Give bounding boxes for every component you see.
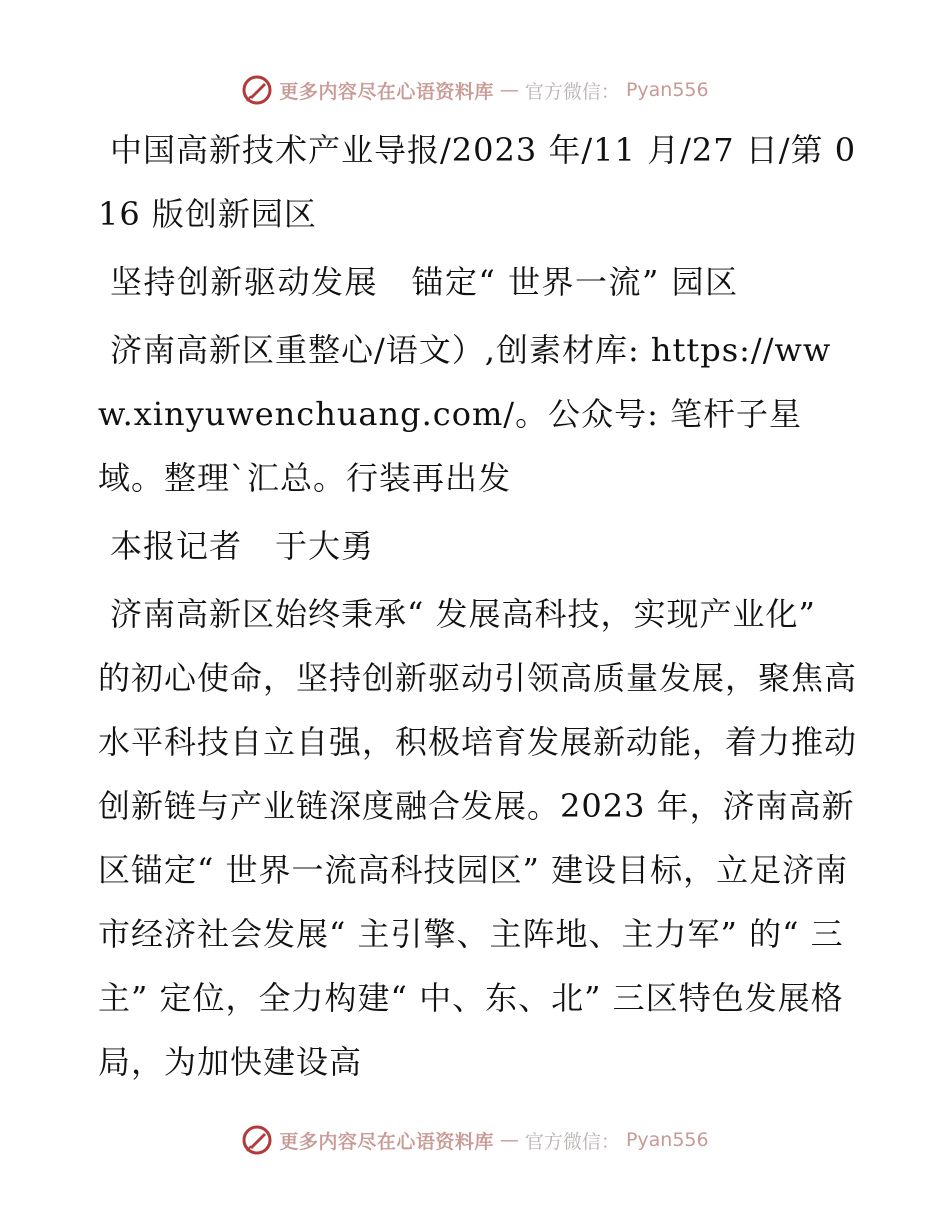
document-body: [98, 118, 858, 1098]
watermark-wechat-label: 官方微信：: [524, 1130, 620, 1153]
body-paragraph: 济南高新区始终秉承“ 发展高科技，实现产业化” 的初心使命，坚持创新驱动引领高质量发展，聚焦高水平科技自立自强，积极培育发展新动能，着力推动创新链与产业链深度融合发展。2023 年，济南高新区锚定“ 世界一流高科技园区” 建设目标，立足济南市经济社会发展“ 主引擎、主阵地、主力军” 的“ 三主” 定位，全力构建“ 中、东、北” 三区特色发展格局，为加快建设高: [98, 595, 858, 1081]
header-watermark: [0, 74, 950, 106]
watermark-wechat-label: 官方微信：: [524, 80, 620, 103]
watermark-slogan: 更多内容尽在心语资料库: [279, 1130, 494, 1153]
headline: 坚持创新驱动发展 锚定“ 世界一流” 园区: [110, 263, 739, 301]
byline: 本报记者 于大勇: [110, 527, 375, 565]
source-line: 中国高新技术产业导报/2023 年/11 月/27 日/第 016 版创新园区: [98, 131, 857, 233]
watermark-dash: —: [499, 1129, 519, 1151]
quill-logo-icon: [241, 1124, 273, 1156]
quill-logo-icon: [241, 74, 273, 106]
watermark-wechat-id: Pyan556: [625, 79, 709, 101]
watermark-slogan: 更多内容尽在心语资料库: [279, 80, 494, 103]
watermark-wechat-id: Pyan556: [625, 1129, 709, 1151]
footer-watermark: [0, 1124, 950, 1156]
watermark-dash: —: [499, 79, 519, 101]
sub-line: 济南高新区重整心/语文）,创素材库: https://www.xinyuwenchuang.com/。公众号: 笔杆子星域。整理`汇总。行装再出发: [98, 331, 832, 497]
